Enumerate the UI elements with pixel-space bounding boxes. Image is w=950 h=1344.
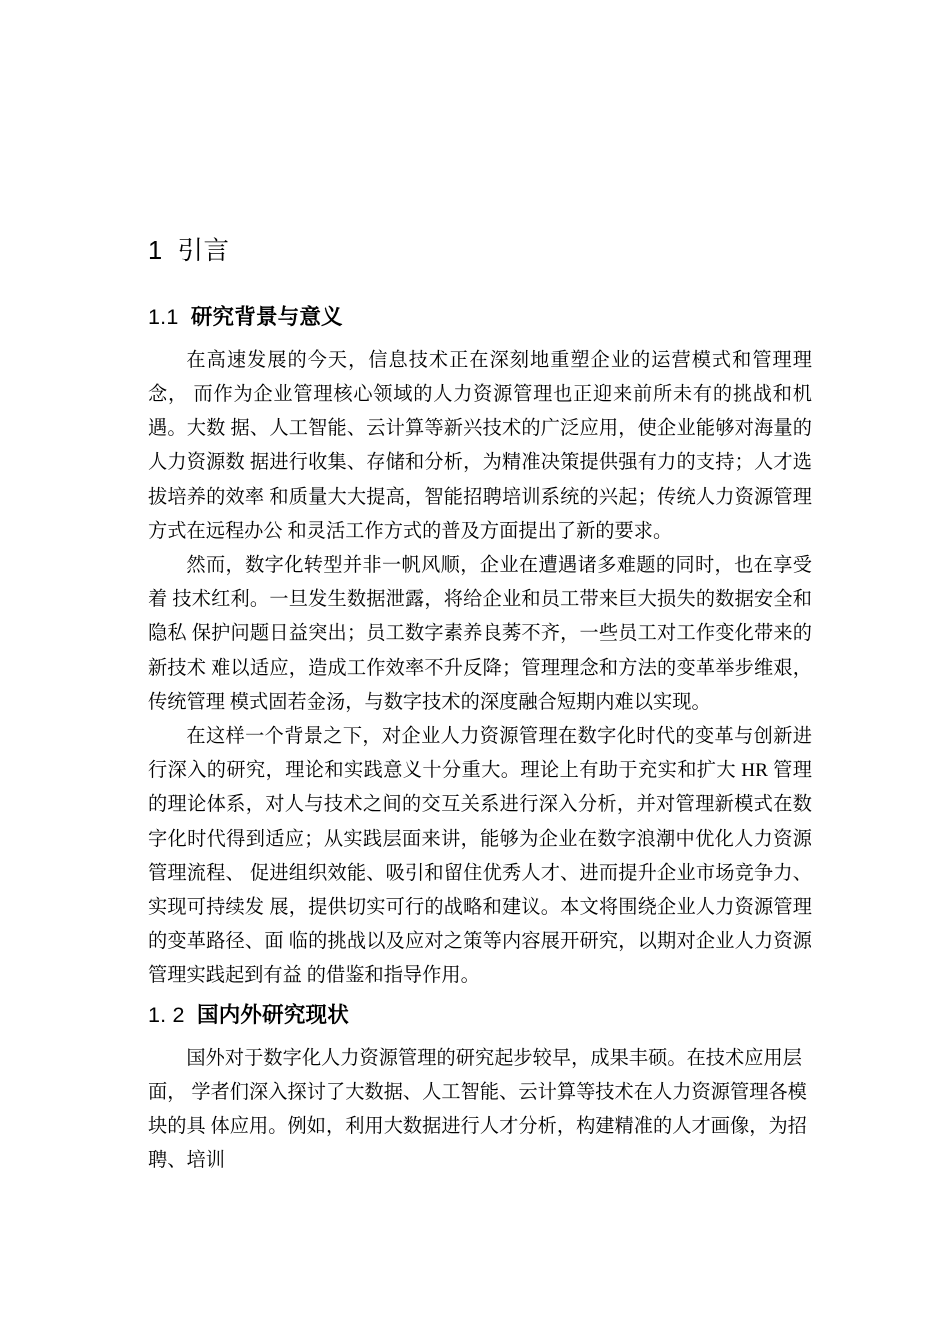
chapter-heading: 1 引言 bbox=[148, 237, 230, 265]
page-content bbox=[148, 236, 812, 1178]
body-paragraph: 在高速发展的今天，信息技术正在深刻地重塑企业的运营模式和管理理念， 而作为企业管理核心领域的人力资源管理也正迎来前所未有的挑战和机遇。大数 据、人工智能、云计算等新兴技术的广泛应用，使企业能够对海量的人力资源数 据进行收集、存储和分析，为精准决策提供强有力的支持；人才选拔培养的效率 和质量大大提高，智能招聘培训系统的兴起；传统人力资源管理方式在远程办公 和灵活工作方式的普及方面提出了新的要求。 bbox=[148, 349, 812, 542]
body-paragraph: 在这样一个背景之下，对企业人力资源管理在数字化时代的变革与创新进行深入的研究，理论和实践意义十分重大。理论上有助于充实和扩大 HR 管理的理论体系，对人与技术之间的交互关系进行深入分析，并对管理新模式在数字化时代得到适应；从实践层面来讲，能够为企业在数字浪潮中优化人力资源管理流程、 促进组织效能、吸引和留住优秀人才、进而提升企业市场竞争力、实现可持续发 展，提供切实可行的战略和建议。本文将围绕企业人力资源管理的变革路径、面 临的挑战以及应对之策等内容展开研究，以期对企业人力资源管理实践起到有益 的借鉴和指导作用。 bbox=[148, 726, 812, 987]
section-title-1-2: 国内外研究现状 bbox=[197, 1002, 349, 1027]
section-heading-gap-1-1 bbox=[179, 305, 191, 329]
body-paragraph: 然而，数字化转型并非一帆风顺，企业在遭遇诸多难题的同时，也在享受着 技术红利。一旦发生数据泄露，将给企业和员工带来巨大损失的数据安全和隐私 保护问题日益突出；员工数字素养良莠不齐，一些员工对工作变化带来的新技术 难以适应，造成工作效率不升反降；管理理念和方法的变革举步维艰，传统管理 模式固若金汤，与数字技术的深度融合短期内难以实现。 bbox=[148, 555, 812, 713]
section-heading-gap-1-2 bbox=[185, 1003, 197, 1027]
body-paragraph: 国外对于数字化人力资源管理的研究起步较早，成果丰硕。在技术应用层面， 学者们深入探讨了大数据、人工智能、云计算等技术在人力资源管理各模块的具 体应用。例如，利用大数据进行人才分析，构建精准的人才画像，为招聘、培训 bbox=[148, 1047, 807, 1172]
section-heading-1-2 bbox=[148, 1002, 812, 1030]
section-title-1-1: 研究背景与意义 bbox=[190, 304, 343, 329]
section-number-1-1: 1.1 bbox=[148, 304, 179, 329]
section-number-1-2: 1. 2 bbox=[148, 1002, 185, 1027]
section-heading-1-1 bbox=[148, 304, 812, 332]
